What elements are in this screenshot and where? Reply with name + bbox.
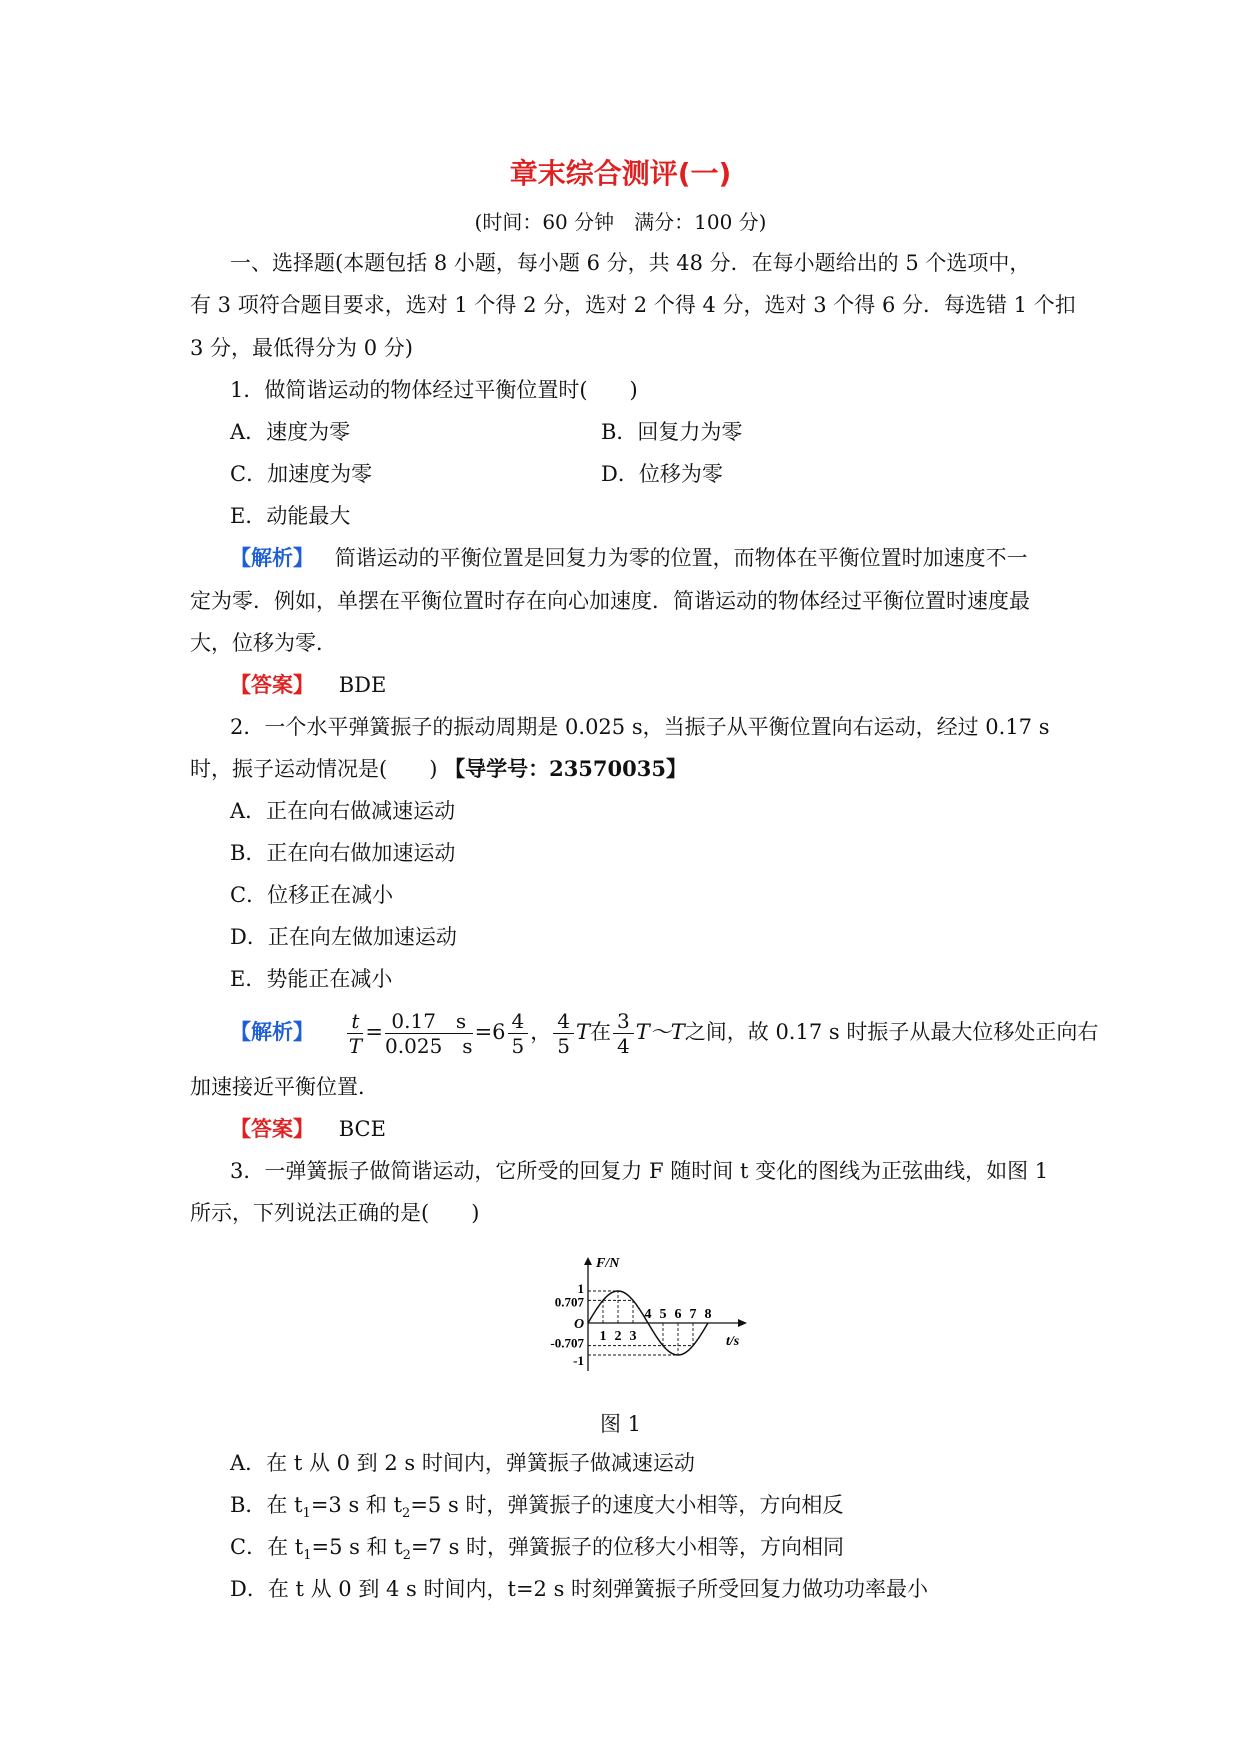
q1-option-e: E．动能最大	[230, 504, 351, 528]
q2-stem: 2．一个水平弹簧振子的振动周期是 0.025 s，当振子从平衡位置向右运动，经过 0.17 s	[230, 715, 1050, 739]
fraction-three-quarters: $\frac{3}{4}$	[613, 1009, 634, 1058]
y-tick-label: -1	[573, 1353, 584, 1368]
q3-option-b: B．在 $t_1=3$ s 和 $t_2=5$ s 时，弹簧振子的速度大小相等，方向相反	[230, 1493, 844, 1522]
period-symbol: T	[576, 1020, 591, 1044]
fraction-time-ratio: $\frac{0.17 s}{0.025 s}$	[385, 1009, 473, 1058]
answer-label: 【答案】	[230, 1117, 314, 1141]
section-intro-line: 有 3 项符合题目要求，选对 1 个得 2 分，选对 2 个得 4 分，选对 3 个得 6 分．每选错 1 个扣	[190, 293, 1076, 317]
q2-option-d: D．正在向左做加速运动	[230, 925, 457, 949]
y-axis-arrow	[584, 1257, 592, 1265]
q1-analysis-text: 简谐运动的平衡位置是回复力为零的位置，而物体在平衡位置时加速度不一	[334, 546, 1028, 570]
q2-answer	[230, 1114, 386, 1144]
q2-analysis-text: 之间，故 0.17 s 时振子从最大位移处正向右	[684, 1020, 1099, 1044]
x-tick-label: 1	[599, 1329, 607, 1344]
exam-info: (时间：60 分钟 满分：100 分)	[474, 210, 767, 234]
page-title: 章末综合测评(一)	[509, 157, 732, 190]
y-tick-label: -0.707	[550, 1335, 584, 1351]
q2-analysis: 【解析】 $\frac{t}{T}$ = $\frac{0.17 s}{0.025 s}$ =6 $\frac{4}{5}$ ， $\frac{4}{5}$ T在 $\frac{3}{4}$ T～T之间，故 0.17 s 时振子从最大位移处正向右	[230, 1009, 1099, 1058]
x-tick-label: 3	[629, 1329, 637, 1344]
range-text: T～T	[635, 1020, 685, 1044]
force-time-chart	[540, 1255, 760, 1385]
eq-text: =6	[474, 1020, 506, 1044]
origin-label: O	[574, 1317, 585, 1332]
q1-option-b: B．回复力为零	[601, 420, 743, 444]
q3-stem-line2: 所示，下列说法正确的是( )	[190, 1201, 480, 1225]
fraction-t-over-T: $\frac{t}{T}$	[348, 1009, 363, 1058]
guide-number: 【导学号：23570035】	[444, 756, 687, 781]
x-axis-label: t/s	[726, 1334, 740, 1349]
section-intro-line: 3 分，最低得分为 0 分)	[190, 336, 413, 360]
x-tick-label: 5	[659, 1307, 667, 1322]
q1-option-a: A．速度为零	[230, 420, 351, 444]
q1-answer-value: BDE	[338, 673, 387, 697]
y-tick-label: 0.707	[554, 1294, 584, 1310]
q1-analysis-line: 定为零．例如，单摆在平衡位置时存在向心加速度．简谐运动的物体经过平衡位置时速度最	[190, 589, 1030, 613]
x-tick-label: 2	[614, 1329, 622, 1344]
x-tick-label: 7	[689, 1307, 697, 1322]
q3-stem: 3．一弹簧振子做简谐运动，它所受的回复力 F 随时间 t 变化的图线为正弦曲线，如图 1	[230, 1159, 1049, 1183]
answer-label: 【答案】	[230, 673, 314, 697]
q2-option-c: C．位移正在减小	[230, 883, 394, 907]
y-tick-label: 1	[577, 1281, 584, 1296]
q2-stem-line2	[190, 754, 687, 784]
comma-text: ，	[530, 1020, 552, 1044]
q2-option-b: B．正在向右做加速运动	[230, 841, 456, 865]
q3-option-c: C．在 $t_1=5$ s 和 $t_2=7$ s 时，弹簧振子的位移大小相等，方向相同	[230, 1535, 845, 1564]
q1-option-c: C．加速度为零	[230, 462, 373, 486]
q2-option-a: A．正在向右做减速运动	[230, 799, 456, 823]
q2-option-e: E．势能正在减小	[230, 967, 393, 991]
q1-analysis	[230, 543, 1028, 573]
q2-answer-value: BCE	[338, 1117, 386, 1141]
analysis-label: 【解析】	[230, 1020, 314, 1044]
x-axis-arrow	[738, 1319, 747, 1327]
q2-stem-text: 时，振子运动情况是( )	[190, 757, 438, 781]
analysis-label: 【解析】	[230, 546, 314, 570]
q1-answer	[230, 670, 386, 700]
figure-caption: 图 1	[599, 1412, 642, 1436]
q3-option-a: A．在 t 从 0 到 2 s 时间内，弹簧振子做减速运动	[230, 1451, 695, 1475]
x-tick-label: 4	[644, 1307, 652, 1322]
section-intro-line: 一、选择题(本题包括 8 小题，每小题 6 分，共 48 分．在每小题给出的 5 个选项中，	[230, 251, 1031, 275]
fraction-four-fifths: $\frac{4}{5}$	[553, 1009, 574, 1058]
zai-text: 在	[590, 1020, 612, 1044]
q1-stem: 1．做简谐运动的物体经过平衡位置时( )	[230, 378, 638, 402]
q3-option-d: D．在 t 从 0 到 4 s 时间内，t=2 s 时刻弹簧振子所受回复力做功功率最小	[230, 1577, 929, 1601]
x-tick-label: 6	[674, 1307, 682, 1322]
fraction-four-fifths: $\frac{4}{5}$	[508, 1009, 529, 1058]
y-axis-label: F/N	[596, 1256, 620, 1271]
x-tick-label: 8	[704, 1307, 712, 1322]
q1-option-d: D．位移为零	[601, 462, 723, 486]
q2-analysis-line2: 加速接近平衡位置．	[190, 1075, 379, 1099]
q1-analysis-line: 大，位移为零．	[190, 631, 337, 655]
